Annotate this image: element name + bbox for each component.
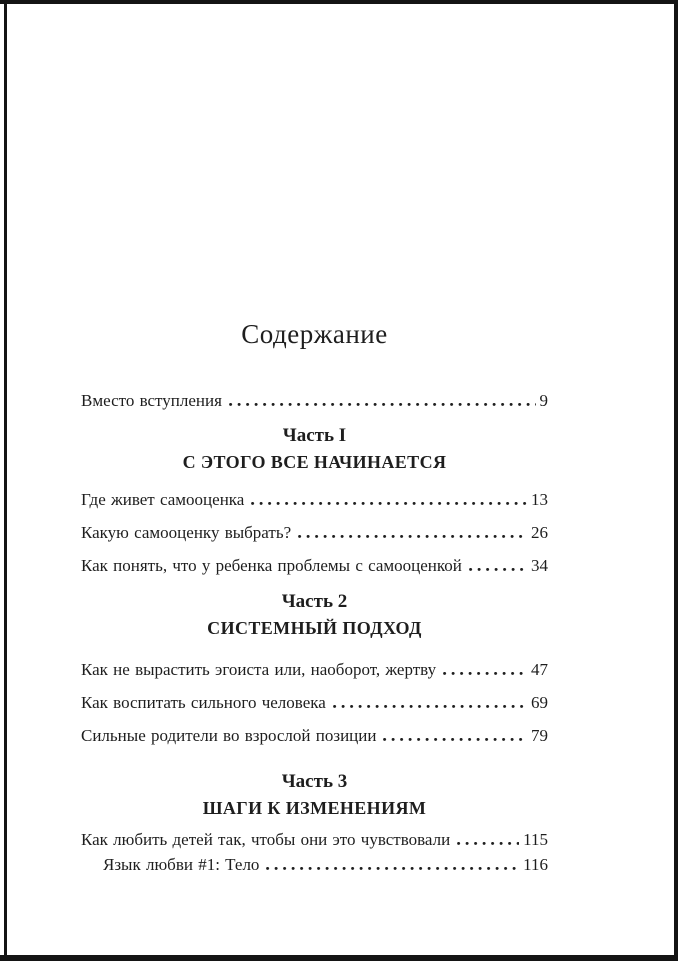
entry-label: Вместо вступления: [81, 391, 222, 410]
entry-page-number: 9: [539, 391, 548, 410]
entry-page-number: 26: [531, 523, 548, 542]
scan-border-bottom: [0, 955, 678, 961]
part-1-entries: [81, 483, 548, 582]
part-1-heading: [81, 423, 548, 475]
toc-entry: [81, 516, 548, 549]
entry-page-number: 116: [523, 855, 548, 874]
part-1-label: Часть I: [282, 425, 347, 446]
part-3-heading: [81, 769, 548, 821]
dot-leader: [333, 705, 527, 708]
scan-border-right: [674, 0, 678, 961]
dot-leader: [298, 535, 527, 538]
entry-page-number: 79: [531, 726, 548, 745]
part-3-entries: [81, 823, 548, 881]
entry-label: Язык любви #1: Тело: [103, 855, 260, 874]
entry-label: Сильные родители во взрослой позиции: [81, 726, 377, 745]
toc-entry: [81, 686, 548, 719]
toc-content: [81, 0, 548, 881]
entry-label: Как понять, что у ребенка проблемы с самооценкой: [81, 556, 462, 575]
entry-page-number: 115: [523, 830, 548, 849]
entry-label: Где живет самооценка: [81, 490, 245, 509]
dot-leader: [251, 502, 527, 505]
toc-entry: [81, 549, 548, 582]
toc-entry: [81, 653, 548, 686]
part-1-title: С ЭТОГО ВСЕ НАЧИНАЕТСЯ: [182, 452, 447, 472]
dot-leader: [229, 403, 536, 406]
toc-entry: [81, 483, 548, 516]
entry-label: Какую самооценку выбрать?: [81, 523, 292, 542]
part-3-label: Часть 3: [281, 771, 348, 792]
toc-entry: [81, 719, 548, 752]
entry-page-number: 47: [531, 660, 548, 679]
part-3-title: ШАГИ К ИЗМЕНЕНИЯМ: [202, 798, 427, 818]
part-2-title: СИСТЕМНЫЙ ПОДХОД: [207, 618, 422, 638]
part-2-entries: [81, 653, 548, 752]
entry-label: Как любить детей так, чтобы они это чувствовали: [81, 830, 451, 849]
dot-leader: [266, 867, 519, 870]
entry-label: Как не вырастить эгоиста или, наоборот, жертву: [81, 660, 437, 679]
scan-border-left: [4, 0, 7, 961]
entry-page-number: 13: [531, 490, 548, 509]
dot-leader: [383, 738, 527, 741]
part-2-heading: [81, 589, 548, 641]
dot-leader: [443, 672, 527, 675]
page-title: Содержание: [241, 319, 388, 349]
entry-page-number: 69: [531, 693, 548, 712]
toc-entry-preface: [81, 384, 548, 417]
entry-label: Как воспитать сильного человека: [81, 693, 326, 712]
dot-leader: [457, 842, 519, 845]
entry-page-number: 34: [531, 556, 548, 575]
dot-leader: [469, 568, 527, 571]
part-2-label: Часть 2: [281, 591, 348, 612]
